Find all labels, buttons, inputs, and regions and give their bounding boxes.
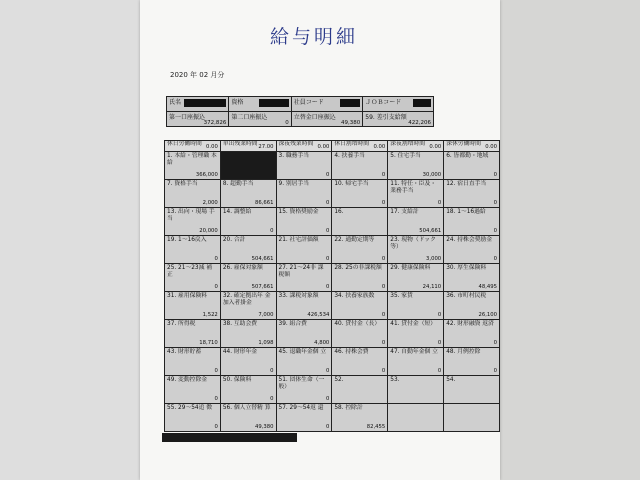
- grid-cell-value: 0: [381, 368, 386, 374]
- redacted-job-code: [413, 99, 431, 107]
- grid-cell: [444, 236, 500, 264]
- name-label: 氏名: [169, 99, 182, 106]
- net-pay-value: 422,206: [408, 120, 431, 126]
- grid-cell-value: 20,000: [199, 228, 218, 234]
- job-code-label: ＪＯＢコード: [365, 99, 402, 106]
- grid-cell-value: 0: [493, 200, 497, 206]
- grid-cell-value: 3,000: [426, 256, 442, 262]
- grid-cell: [165, 141, 221, 152]
- grid-cell-value: 0: [493, 172, 497, 178]
- grid-row: [165, 292, 500, 320]
- grid-cell-label: 単出残業時間: [222, 141, 258, 147]
- grid-cell-value: 30,000: [422, 172, 442, 178]
- redacted-employee-code: [340, 99, 360, 107]
- grid-cell: [444, 320, 500, 348]
- grid-row: [165, 404, 500, 432]
- grid-cell-value: 0: [381, 200, 386, 206]
- grid-cell: [276, 264, 332, 292]
- grid-cell: [332, 208, 388, 236]
- grid-cell-value: 0: [381, 256, 386, 262]
- grid-cell-value: 0: [493, 368, 497, 374]
- grid-cell-value: 82,455: [366, 424, 386, 430]
- grid-cell: [388, 292, 444, 320]
- grid-cell: [444, 141, 500, 152]
- grid-cell: [388, 348, 444, 376]
- transfer2-value: 0: [285, 120, 289, 126]
- grid-cell-label: 6. 皆都勤・地域: [446, 153, 489, 159]
- grid-cell: [165, 376, 221, 404]
- grid-cell-label: 51. 団体生命（一般）: [278, 377, 325, 390]
- grid-cell: [332, 320, 388, 348]
- grid-cell-label: 19. 1〜16戻入: [167, 237, 207, 243]
- redacted-footer: [162, 433, 297, 442]
- grid-cell: [276, 348, 332, 376]
- background-left: [0, 0, 140, 480]
- grid-cell-label: 52.: [334, 377, 344, 383]
- grid-row: [165, 180, 500, 208]
- grid-cell-label: 休日労働時間: [167, 141, 202, 147]
- grid-cell: [220, 264, 276, 292]
- grid-cell: [444, 208, 500, 236]
- grid-cell-label: 10. 帰宅手当: [334, 181, 369, 187]
- grid-cell-label: 20. 合計: [222, 237, 246, 243]
- grid-cell-value: 426,534: [307, 312, 330, 318]
- grid-cell-value: 18,710: [199, 340, 218, 346]
- grid-cell-value: 507,661: [251, 284, 274, 290]
- grid-cell-value: 2,000: [202, 200, 218, 206]
- grid-cell: [444, 292, 500, 320]
- grid-cell: [165, 348, 221, 376]
- grid-cell-label: 56. 個人立替精 算: [222, 405, 271, 411]
- grid-cell-value: 0: [325, 396, 330, 402]
- grid-cell: [220, 208, 276, 236]
- grid-cell-label: 58. 控除計: [334, 405, 363, 411]
- grid-cell: [165, 320, 221, 348]
- grid-cell-value: 0: [437, 200, 442, 206]
- grid-cell: [388, 404, 444, 432]
- grid-cell-label: 43. 財形貯蓄: [167, 349, 202, 355]
- grid-cell-value: 0: [381, 172, 386, 178]
- pay-period: 2020 年 02 月分: [170, 71, 225, 79]
- grid-row: [165, 320, 500, 348]
- grid-cell-label: 3. 職務手当: [278, 153, 310, 159]
- grid-cell: [388, 152, 444, 180]
- grid-cell-label: 34. 扶養家族数: [334, 293, 375, 299]
- grid-cell-label: 54.: [446, 377, 456, 383]
- redacted-grade: [259, 99, 289, 107]
- grid-cell-value: 0: [493, 228, 497, 234]
- grid-cell-value: 0: [214, 256, 218, 262]
- grid-cell-value: 0: [493, 256, 497, 262]
- grid-cell-value: 366,000: [195, 172, 218, 178]
- grid-row: [165, 376, 500, 404]
- grid-cell-value: 0: [493, 340, 497, 346]
- grid-cell-label: 31. 雇用保険料: [167, 293, 208, 299]
- document-title: 給与明細: [270, 26, 359, 48]
- grid-cell-value: 0: [325, 424, 330, 430]
- grid-cell: [165, 208, 221, 236]
- grid-cell-label: 12. 宿日直手当: [446, 181, 487, 187]
- grid-cell-value: 27.00: [258, 144, 274, 150]
- grid-cell: [276, 236, 332, 264]
- grid-cell: [444, 404, 500, 432]
- grid-cell: [220, 152, 276, 180]
- grid-cell-label: 50. 保険料: [222, 377, 252, 383]
- grid-cell-label: 49. 変動控除金: [167, 377, 208, 383]
- grid-cell-value: 0: [325, 228, 330, 234]
- grid-row: [165, 264, 500, 292]
- grid-cell: [165, 180, 221, 208]
- grid-cell-label: 35. 家賃: [390, 293, 413, 299]
- grid-cell: [388, 376, 444, 404]
- grid-cell-label: 41. 貸付金（短）: [390, 321, 437, 327]
- grid-cell-label: 57. 29〜54返 還: [278, 405, 324, 411]
- grid-cell: [220, 404, 276, 432]
- payroll-grid: [164, 140, 500, 432]
- transfer1-cell: [167, 112, 229, 127]
- grid-cell: [220, 320, 276, 348]
- name-cell: [167, 97, 229, 112]
- grid-cell-label: 15. 資格奨励金: [278, 209, 319, 215]
- grid-cell-value: 1,098: [258, 340, 274, 346]
- grid-cell: [276, 152, 332, 180]
- grid-cell-label: 深夜残業時間: [278, 141, 314, 147]
- grid-cell-label: 25. 21〜23減 補正: [167, 265, 213, 278]
- grid-cell: [388, 320, 444, 348]
- grid-cell-label: 14. 調整給: [222, 209, 252, 215]
- grid-cell-value: 7,000: [258, 312, 274, 318]
- grid-row: [165, 152, 500, 180]
- grid-cell: [220, 180, 276, 208]
- payslip-paper: [140, 0, 500, 480]
- grid-cell-value: 0: [437, 340, 442, 346]
- job-code-cell: [363, 97, 434, 112]
- grid-cell-label: 26. 雇保対象額: [222, 265, 263, 271]
- grid-cell-label: 38. 互助会費: [222, 321, 258, 327]
- grid-cell: [332, 348, 388, 376]
- grid-cell-value: 0: [214, 396, 218, 402]
- grid-cell-label: 休日割増時間: [334, 141, 370, 147]
- grid-cell-value: 0: [437, 368, 442, 374]
- grid-cell-value: 49,380: [254, 424, 274, 430]
- grid-cell-value: 0: [270, 228, 274, 234]
- grid-row: [165, 348, 500, 376]
- grid-cell-label: 22. 通勤定期等: [334, 237, 375, 243]
- grid-cell: [165, 264, 221, 292]
- grid-cell: [276, 404, 332, 432]
- grid-cell-value: 0.00: [373, 144, 386, 150]
- grid-cell-value: 0: [325, 256, 330, 262]
- grid-cell: [220, 292, 276, 320]
- grid-cell: [444, 152, 500, 180]
- grid-cell: [332, 236, 388, 264]
- grid-cell: [165, 236, 221, 264]
- grid-cell-label: 46. 持株会費: [334, 349, 369, 355]
- transfer2-label: 第二口座振込: [231, 114, 268, 121]
- grid-cell-label: 21. 社宅評価額: [278, 237, 319, 243]
- grid-cell-value: 4,800: [314, 340, 330, 346]
- redacted-name: [184, 99, 226, 107]
- grid-cell: [165, 404, 221, 432]
- grid-cell: [220, 376, 276, 404]
- grid-cell-value: 0: [270, 368, 274, 374]
- grid-cell-label: 7. 資格手当: [167, 181, 198, 187]
- grid-cell: [444, 348, 500, 376]
- grid-cell-value: 0: [325, 368, 330, 374]
- grid-cell-label: 4. 扶養手当: [334, 153, 365, 159]
- background-right: [500, 0, 640, 480]
- grid-cell-label: 37. 所得税: [167, 321, 196, 327]
- employee-code-cell: [291, 97, 363, 112]
- grid-cell-value: 0: [437, 312, 442, 318]
- grid-cell-label: 44. 財形年金: [222, 349, 258, 355]
- grade-label: 資格: [231, 99, 244, 106]
- grid-cell: [332, 404, 388, 432]
- grid-cell: [332, 152, 388, 180]
- grid-cell: [388, 208, 444, 236]
- grid-cell-value: 504,661: [251, 256, 274, 262]
- grid-cell-label: 28. 25の非課税額: [334, 265, 382, 271]
- grid-cell: [388, 141, 444, 152]
- grid-cell-label: 27. 21〜24非 課税額: [278, 265, 324, 278]
- grid-cell-label: 11. 特任・臣及・業務手当: [390, 181, 437, 194]
- grid-cell-value: 0: [270, 396, 274, 402]
- grid-cell: [332, 141, 388, 152]
- grid-cell: [220, 348, 276, 376]
- grid-cell-label: 5. 住宅手当: [390, 153, 421, 159]
- grid-cell-label: 16.: [334, 209, 344, 215]
- net-pay-cell: [363, 112, 434, 127]
- grid-cell-label: 8. 超勤手当: [222, 181, 254, 187]
- grid-cell-label: 39. 組合費: [278, 321, 307, 327]
- grid-cell-value: 1,522: [202, 312, 218, 318]
- grid-cell: [220, 141, 276, 152]
- grid-cell: [388, 264, 444, 292]
- savings-value: 49,380: [341, 120, 361, 126]
- grid-cell: [276, 376, 332, 404]
- grid-cell: [388, 236, 444, 264]
- grid-cell: [276, 320, 332, 348]
- grid-cell-value: 0.00: [429, 144, 442, 150]
- grid-cell: [388, 180, 444, 208]
- grid-cell-value: 0: [214, 368, 218, 374]
- grid-cell-value: 0: [325, 200, 330, 206]
- grid-cell-value: 0.00: [485, 144, 497, 150]
- grid-cell: [332, 180, 388, 208]
- grid-cell: [276, 208, 332, 236]
- grid-cell-value: 0.00: [206, 144, 218, 150]
- grid-cell: [276, 292, 332, 320]
- grid-cell-value: 0: [325, 284, 330, 290]
- grid-cell: [165, 292, 221, 320]
- grid-cell-label: 29. 健康保険料: [390, 265, 431, 271]
- grid-cell-label: 9. 別居手当: [278, 181, 310, 187]
- grid-cell: [332, 292, 388, 320]
- grid-cell: [220, 236, 276, 264]
- grid-cell-label: 47. 自動年金個 立: [390, 349, 438, 355]
- savings-cell: [291, 112, 363, 127]
- grid-row: [165, 236, 500, 264]
- grid-cell-value: 0: [381, 340, 386, 346]
- grid-cell-label: 48. 月例控除: [446, 349, 481, 355]
- grid-cell-value: 0: [325, 172, 330, 178]
- savings-label: 立替金口座振込: [293, 114, 336, 121]
- grid-cell-value: 86,661: [254, 200, 274, 206]
- grid-cell: [444, 180, 500, 208]
- transfer1-label: 第一口座振込: [169, 114, 206, 121]
- grid-cell: [332, 376, 388, 404]
- grid-cell-label: 13. 出向・現場 手当: [167, 209, 215, 222]
- grid-cell-label: 深夜割増時間: [390, 141, 426, 147]
- grid-cell-value: 0.00: [317, 144, 330, 150]
- grid-cell: [444, 264, 500, 292]
- grid-cell-label: 深休労働時間: [446, 141, 481, 147]
- grid-cell-value: 504,661: [419, 228, 442, 234]
- grid-cell: [444, 376, 500, 404]
- grid-cell-value: 0: [214, 424, 218, 430]
- grid-cell-value: 0: [381, 284, 386, 290]
- grid-row: [165, 208, 500, 236]
- grid-cell-label: 45. 退職年金個 立: [278, 349, 327, 355]
- grid-cell: [276, 180, 332, 208]
- grid-cell-label: 33. 課税対象額: [278, 293, 319, 299]
- grid-cell-value: 48,495: [478, 284, 497, 290]
- employee-code-label: 社員コード: [293, 99, 324, 106]
- grid-cell-value: 26,100: [478, 312, 497, 318]
- grid-cell-label: 42. 財形融資 返済: [446, 321, 494, 327]
- grid-cell-label: 40. 貸付金（長）: [334, 321, 381, 327]
- employee-header-table: [166, 96, 434, 127]
- grid-cell-label: 32. 確定拠出年 金加入者掛金: [222, 293, 271, 306]
- grid-cell-label: 17. 支給計: [390, 209, 419, 215]
- grid-cell: [276, 141, 332, 152]
- grid-cell: [165, 152, 221, 180]
- grid-cell-value: 0: [214, 284, 218, 290]
- grid-row: [165, 141, 500, 152]
- grid-cell: [332, 264, 388, 292]
- grade-cell: [229, 97, 291, 112]
- grid-cell-label: 30. 厚生保険料: [446, 265, 487, 271]
- grid-cell-label: 36. 市町村民税: [446, 293, 487, 299]
- grid-cell-value: 0: [381, 312, 386, 318]
- grid-cell-label: 55. 29〜54追 徴: [167, 405, 213, 411]
- grid-cell-label: 23. 現物（ドック等）: [390, 237, 436, 250]
- transfer1-value: 372,826: [203, 120, 227, 126]
- net-pay-label: 59. 差引支給額: [365, 114, 407, 121]
- grid-cell-label: 53.: [390, 377, 400, 383]
- transfer2-cell: [229, 112, 291, 127]
- grid-cell-value: 24,110: [422, 284, 442, 290]
- grid-cell-label: 1. 本給・管理職 本給: [167, 153, 217, 166]
- grid-cell-label: 24. 持株会奨励金: [446, 237, 493, 243]
- grid-cell-label: 18. 1〜16過給: [446, 209, 486, 215]
